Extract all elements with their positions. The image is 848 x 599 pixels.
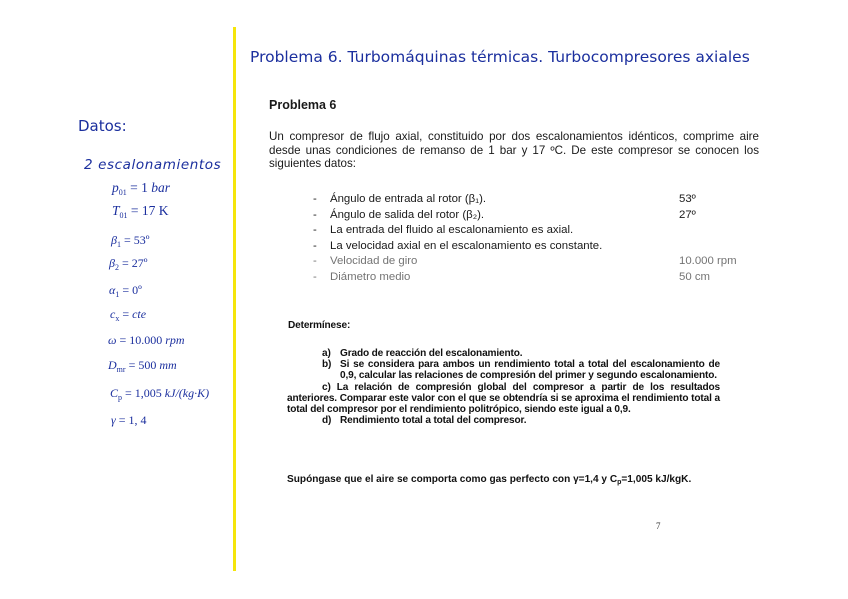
- problem-statement: [269, 98, 759, 283]
- assumption-line: Supóngase que el aire se comporta como gas perfecto con γ=1,4 y $C_p=1,005$ kJ/kgK.: [287, 474, 692, 486]
- datum-T01: $T_{01} = 17$ K: [112, 203, 169, 220]
- question-c: c) La relación de compresión global del compresor a partir de los resultados anteriores. Comparar este valor con el que se obtendría si se aproxima el rendimiento total a total del compresor por el rendimiento politrópico, siendo este igual a 0,9.: [287, 381, 720, 416]
- datum-gamma: γ = 1, 4: [111, 413, 147, 427]
- datum-Cp: $C_p = 1,005$ kJ/(kg·K): [110, 386, 210, 402]
- problem-intro: Un compresor de flujo axial, constituido por dos escalonamientos idénticos, comprime aire desde unas condiciones de remanso de 1 bar y 17 ºC. De este compresor se conocen los siguientes datos:: [269, 130, 759, 170]
- datum-p01: $p_{01} = 1$ bar: [112, 180, 171, 197]
- datum-cx: $c_x$ = cte: [110, 307, 147, 323]
- param-row: - La velocidad axial en el escalonamiento es constante.: [313, 239, 603, 252]
- yellow-divider: [233, 27, 236, 571]
- determine-section: [287, 320, 720, 426]
- datos-heading: Datos:: [78, 117, 127, 135]
- problem-heading: Problema 6: [269, 98, 337, 112]
- datum-alpha1: $\alpha_1$ = 0º: [109, 283, 142, 299]
- question-b: b) Si se considera para ambos un rendimiento total a total del escalonamiento de 0,9, calcular las relaciones de compresión del primer y segundo escalonamiento.: [322, 359, 720, 382]
- datum-omega: ω = 10.000 rpm: [108, 333, 185, 347]
- param-row: - La entrada del fluido al escalonamiento es axial.: [313, 224, 574, 237]
- datum-beta1: $\beta_1$ = 53º: [111, 233, 150, 249]
- page-number: 7: [656, 521, 661, 531]
- param-row: - Ángulo de salida del rotor (β₂). 27º: [313, 208, 696, 221]
- problem-params: [313, 193, 765, 287]
- stages-count: 2 escalonamientos: [84, 157, 222, 173]
- param-row: - Diámetro medio 50 cm: [313, 270, 711, 283]
- datum-Dm: $D_{mr} = 500$ mm: [108, 358, 177, 374]
- param-row: - Ángulo de entrada al rotor (β₁). 53º: [313, 193, 696, 205]
- question-d: d) Rendimiento total a total del compresor.: [322, 415, 527, 427]
- param-row: - Velocidad de giro 10.000 rpm: [313, 255, 737, 268]
- slide-title: Problema 6. Turbomáquinas térmicas. Turbocompresores axiales: [250, 48, 750, 66]
- determine-heading: Determínese:: [288, 320, 351, 331]
- datum-beta2: $\beta_2$ = 27º: [109, 256, 148, 272]
- question-a: a) Grado de reacción del escalonamiento.: [322, 348, 523, 359]
